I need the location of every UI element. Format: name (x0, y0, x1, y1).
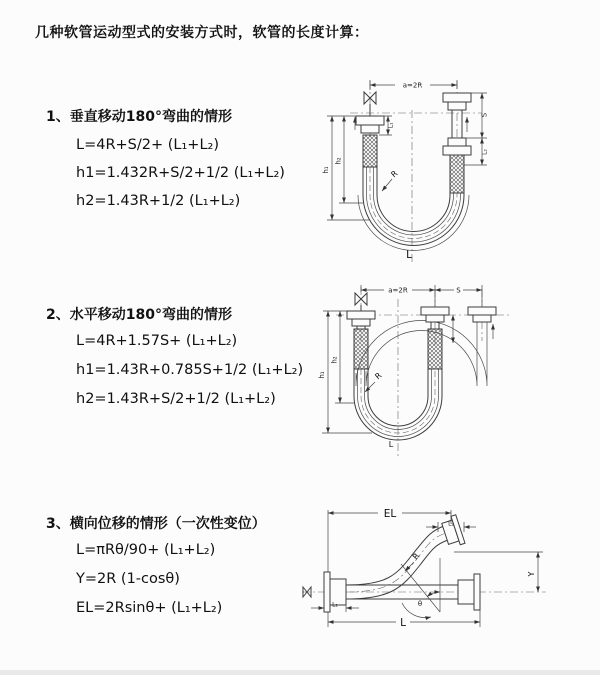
label-length: L (388, 440, 394, 449)
braided-hose-section (354, 329, 368, 369)
dimensions (311, 507, 543, 629)
dim-label-a2r: a=2R (388, 286, 408, 295)
section-3-formula-L: L=πRθ/90+ (L₁+L₂) (76, 542, 216, 558)
dim-label-l1: L₁ (387, 122, 395, 129)
label-length: L (406, 249, 412, 261)
diagram-horizontal-180-bend (306, 281, 556, 461)
dim-label-a2r: a=2R (402, 81, 423, 90)
section-1-formula-L: L=4R+S/2+ (L₁+L₂) (76, 137, 219, 153)
label-radius: R (389, 168, 400, 180)
dim-label-s: S (456, 286, 461, 295)
braided-hose-section (363, 135, 377, 167)
label-theta: θ (417, 600, 423, 608)
dim-label-l: L (400, 617, 406, 629)
braided-hose-section (428, 329, 442, 369)
dim-label-l2: L₂ (448, 520, 454, 528)
section-1-formula-h2: h2=1.43R+1/2 (L₁+L₂) (76, 193, 241, 209)
dim-label-el: EL (383, 508, 397, 520)
dim-label-h1: h₁ (318, 371, 326, 379)
section-3-formula-Y: Y=2R (1-cosθ) (76, 571, 180, 587)
section-2-heading: 2、水平移动180°弯曲的情形 (46, 307, 232, 323)
dim-label-l2: L₂ (481, 149, 489, 155)
right-pipe-fitting (443, 93, 471, 193)
dim-label-l1: L₁ (332, 601, 338, 609)
dimensions (318, 285, 493, 449)
section-1-heading: 1、垂直移动180°弯曲的情形 (46, 109, 232, 125)
dim-label-h2: h₂ (330, 356, 339, 364)
label-radius: R (410, 551, 422, 562)
dim-label-h1: h₁ (322, 166, 330, 174)
section-2-formula-h1: h1=1.43R+0.785S+1/2 (L₁+L₂) (76, 362, 304, 378)
section-2-formula-L: L=4R+1.57S+ (L₁+L₂) (76, 333, 238, 349)
section-3-formula-EL: EL=2Rsinθ+ (L₁+L₂) (76, 600, 223, 616)
dim-label-h2: h₂ (334, 157, 343, 165)
dim-label-y: Y (527, 571, 536, 577)
page-bottom-edge (0, 670, 600, 675)
section-3-heading: 3、横向位移的情形（一次性变位） (46, 516, 266, 532)
page-title: 几种软管运动型式的安装方式时，软管的长度计算： (35, 25, 369, 41)
dim-label-s: S (480, 112, 489, 118)
section-2-formula-h2: h2=1.43R+S/2+1/2 (L₁+L₂) (76, 391, 276, 407)
label-radius: R (373, 370, 384, 382)
middle-pipe-fitting (421, 307, 449, 369)
diagram-vertical-180-bend (312, 70, 552, 267)
right-pipe-fitting (468, 307, 496, 322)
section-1-formula-h1: h1=1.432R+S/2+1/2 (L₁+L₂) (76, 165, 285, 181)
braided-hose-section (450, 155, 464, 193)
diagram-lateral-displacement (298, 500, 598, 668)
